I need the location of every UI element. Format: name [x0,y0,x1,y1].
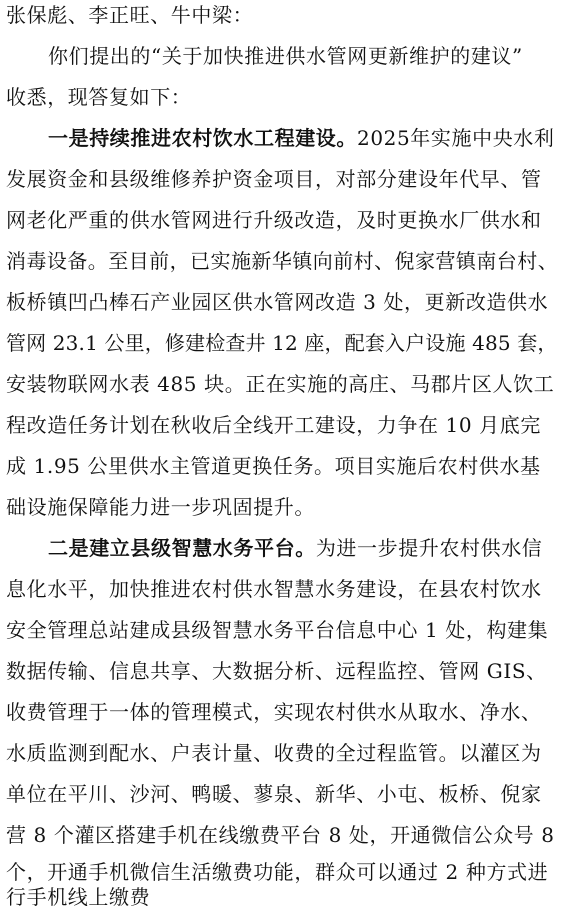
paragraph-1-line: 板桥镇凹凸棒石产业园区供水管网改造 3 处，更新改造供水 [6,290,549,314]
paragraph-1-line: 消毒设备。至目前，已实施新华镇向前村、倪家营镇南台村、 [6,249,559,273]
paragraph-2-line: 息化水平，加快推进农村供水智慧水务建设，在县农村饮水 [6,577,542,601]
intro-line-2: 收悉，现答复如下： [6,85,192,109]
paragraph-1-line: 础设施保障能力进一步巩固提升。 [6,495,315,519]
intro-line-1: 你们提出的“关于加快推进供水管网更新维护的建议” [48,44,523,68]
paragraph-2-line: 收费管理于一体的管理模式，实现农村供水从取水、净水、 [6,700,542,724]
paragraph-2-line: 营 8 个灌区搭建手机在线缴费平台 8 处，开通微信公众号 8 [6,823,555,847]
paragraph-1-line: 管网 23.1 公里，修建检查井 12 座，配套入户设施 485 套， [6,331,558,355]
paragraph-1-first-line [48,123,555,153]
paragraph-2-line: 单位在平川、沙河、鸭暖、蓼泉、新华、小屯、板桥、倪家 [6,782,542,806]
paragraph-1-line: 发展资金和县级维修养护资金项目，对部分建设年代早、管 [6,167,542,191]
paragraph-2-line: 安全管理总站建成县级智慧水务平台信息中心 1 处，构建集 [6,618,549,642]
paragraph-1-line: 安装物联网水表 485 块。正在实施的高庄、马郡片区人饮工 [6,372,555,396]
paragraph-2-line: 个，开通手机微信生活缴费功能，群众可以通过 2 种方式进 [6,860,549,884]
paragraph-1-line: 成 1.95 公里供水主管道更换任务。项目实施后农村供水基 [6,454,541,478]
paragraph-2-line: 水质监测到配水、户表计量、收费的全过程监管。以灌区为 [6,741,542,765]
paragraph-1-heading: 一是持续推进农村饮水工程建设。 [48,126,357,150]
paragraph-2-line: 行手机线上缴费 [6,885,151,909]
paragraph-2-line: 数据传输、信息共享、大数据分析、远程监控、管网 GIS、 [6,659,547,683]
paragraph-2-line-1-text: 为进一步提升农村供水信 [315,536,543,560]
paragraph-1-line: 网老化严重的供水管网进行升级改造，及时更换水厂供水和 [6,208,542,232]
paragraph-2-heading: 二是建立县级智慧水务平台。 [48,536,316,560]
paragraph-1-line: 程改造任务计划在秋收后全线开工建设，力争在 10 月底完 [6,413,541,437]
salutation: 张保彪、李正旺、牛中梁： [6,3,254,27]
paragraph-1-line-1-text: 2025年实施中央水利 [357,126,555,150]
paragraph-2-first-line [48,533,542,563]
